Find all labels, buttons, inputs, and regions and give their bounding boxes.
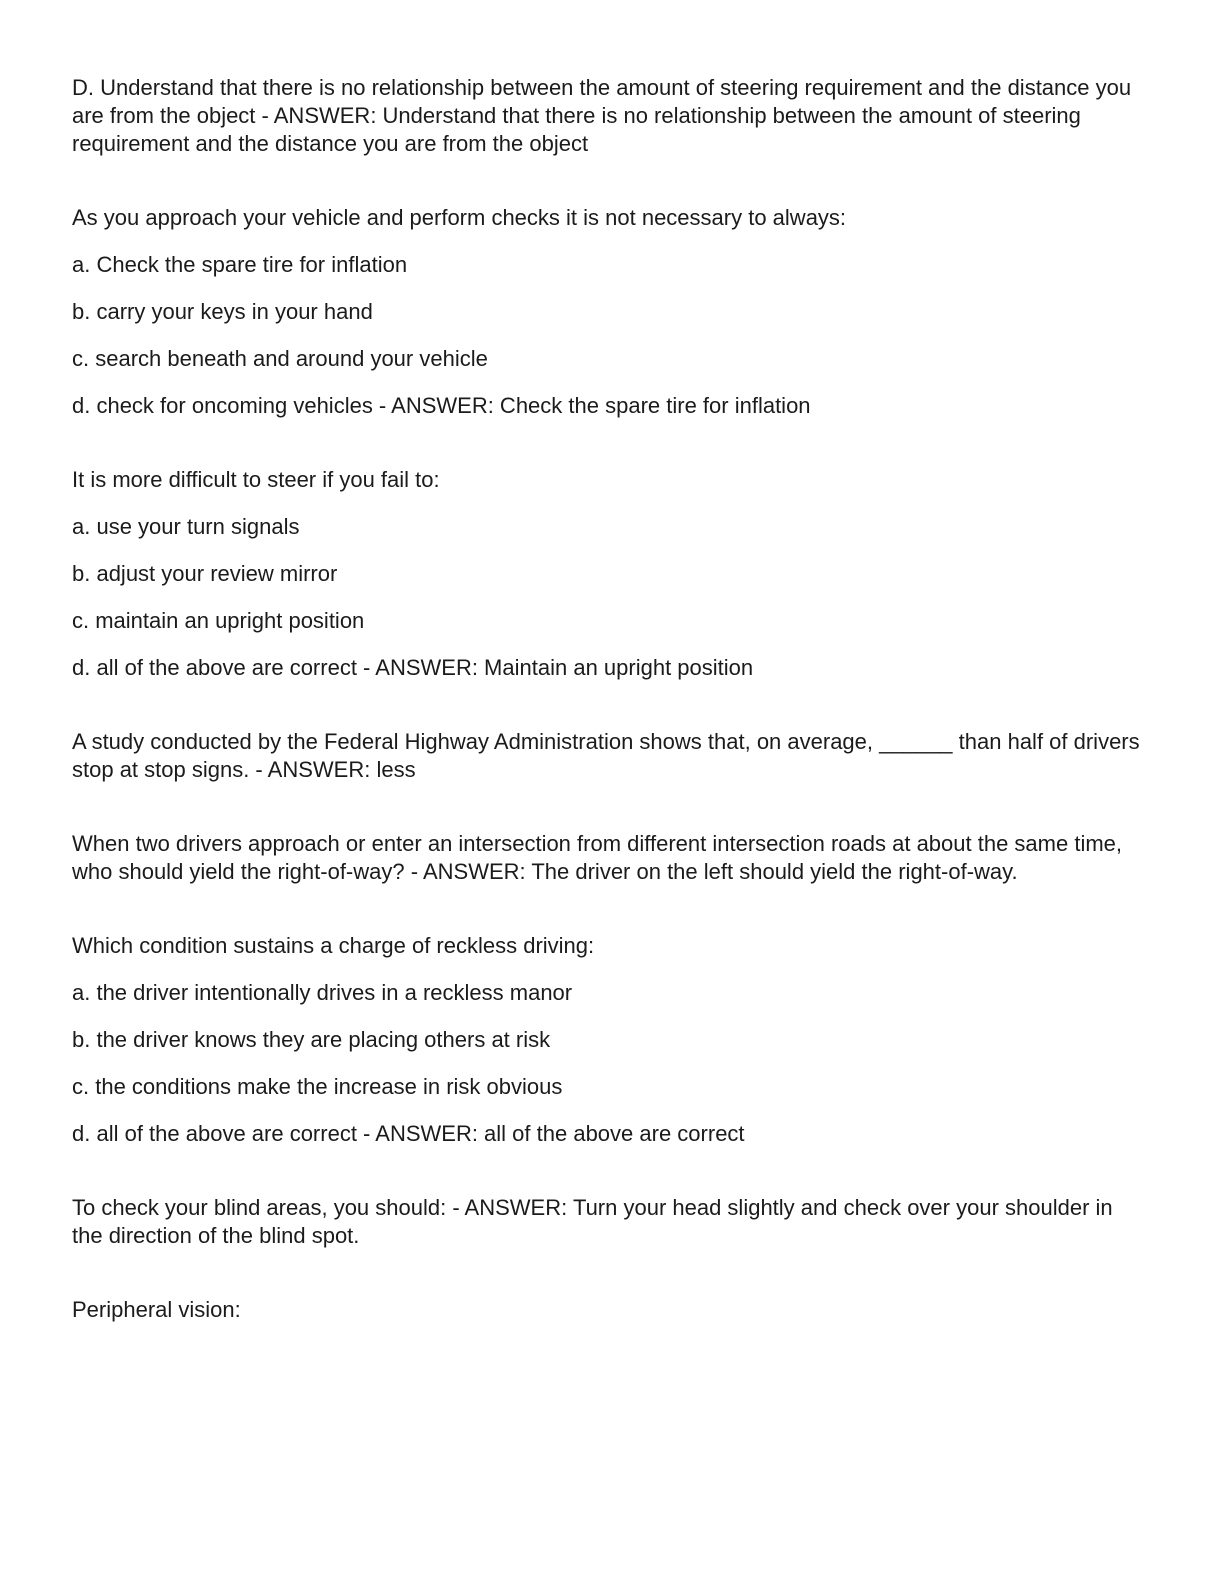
question-block: [72, 1194, 1140, 1250]
question-answer-text: To check your blind areas, you should: - ANSWER: Turn your head slightly and check over your shoulder in the direction of the blind spot.: [72, 1195, 1119, 1248]
question-block: [72, 466, 1140, 682]
question-block: [72, 1296, 1140, 1324]
question-block: [72, 728, 1146, 784]
question-text: As you approach your vehicle and perform checks it is not necessary to always:: [72, 205, 847, 230]
answer-block: [72, 74, 1140, 158]
option-a: a. Check the spare tire for inflation: [72, 252, 408, 277]
option-d-answer: d. all of the above are correct - ANSWER: all of the above are correct: [72, 1121, 745, 1146]
option-c: c. maintain an upright position: [72, 608, 365, 633]
question-text: Peripheral vision:: [72, 1297, 241, 1322]
option-b: b. the driver knows they are placing others at risk: [72, 1027, 551, 1052]
option-a: a. use your turn signals: [72, 514, 300, 539]
question-block: [72, 830, 1140, 886]
option-c: c. the conditions make the increase in risk obvious: [72, 1074, 563, 1099]
question-answer-text: A study conducted by the Federal Highway Administration shows that, on average, ______ than half of drivers stop at stop signs. - ANSWER: less: [72, 729, 1146, 782]
question-text: It is more difficult to steer if you fail to:: [72, 467, 440, 492]
paragraph: D. Understand that there is no relationship between the amount of steering requirement and the distance you are from the object - ANSWER: Understand that there is no relationship between the amount of steering requirement and the distance you are from the object: [72, 75, 1138, 156]
option-c: c. search beneath and around your vehicle: [72, 346, 488, 371]
option-d-answer: d. check for oncoming vehicles - ANSWER: Check the spare tire for inflation: [72, 393, 811, 418]
question-block: [72, 932, 1140, 1148]
option-b: b. adjust your review mirror: [72, 561, 338, 586]
option-d-answer: d. all of the above are correct - ANSWER: Maintain an upright position: [72, 655, 754, 680]
question-block: [72, 204, 1140, 420]
option-b: b. carry your keys in your hand: [72, 299, 373, 324]
question-text: Which condition sustains a charge of reckless driving:: [72, 933, 595, 958]
option-a: a. the driver intentionally drives in a reckless manor: [72, 980, 573, 1005]
question-answer-text: When two drivers approach or enter an intersection from different intersection roads at about the same time, who should yield the right-of-way? - ANSWER: The driver on the left should yield the right-of-way.: [72, 831, 1129, 884]
